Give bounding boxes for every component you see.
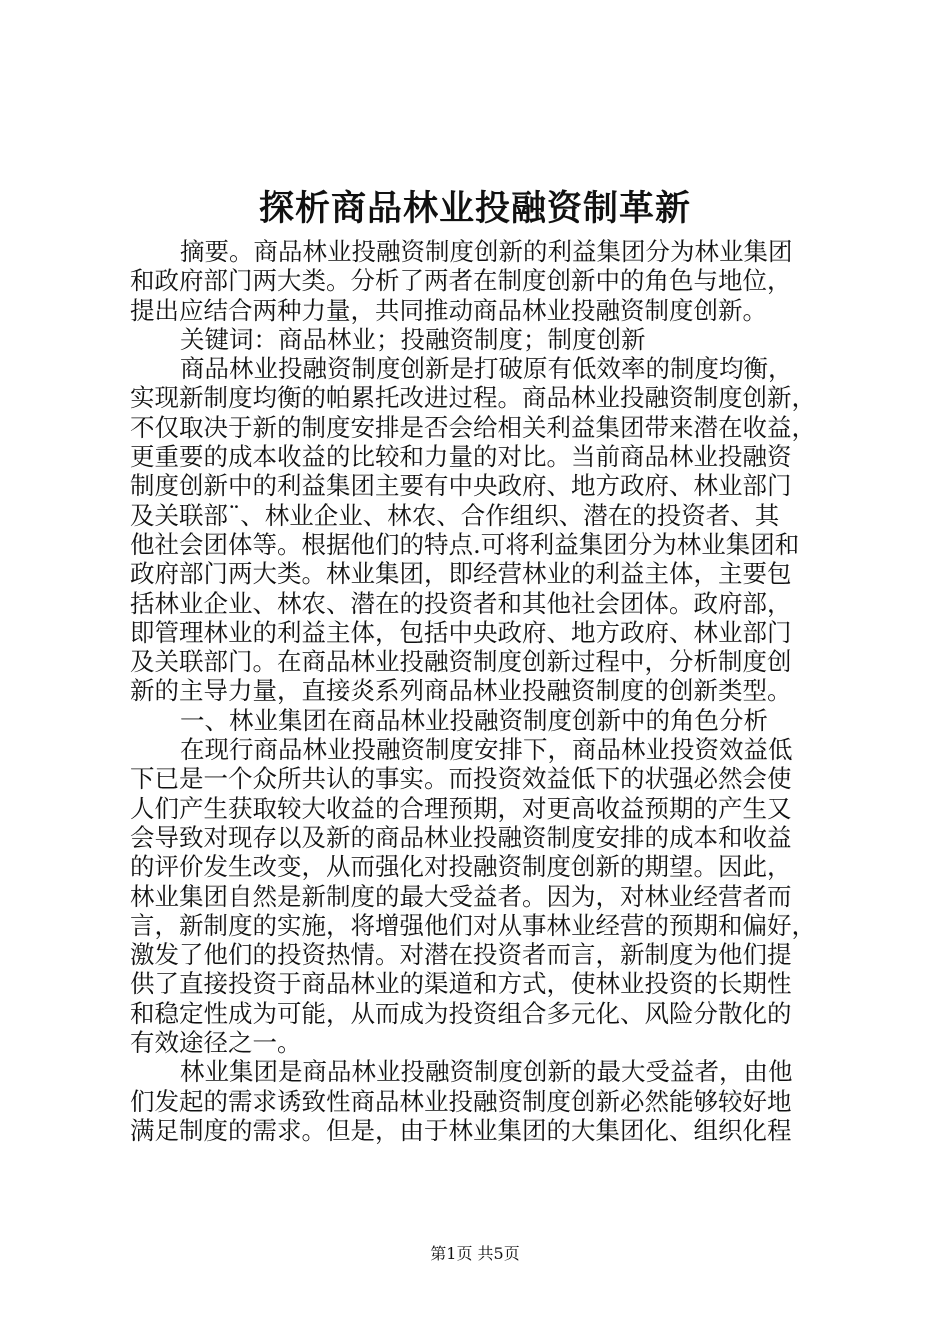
- text-line: 供了直接投资于商品林业的渠道和方式，使林业投资的长期性: [130, 969, 792, 999]
- text-line: 有效途径之一。: [130, 1028, 302, 1058]
- text-line: 他社会团体等。根据他们的特点.可将利益集团分为林业集团和: [130, 529, 800, 559]
- text-line: 关键词：商品林业；投融资制度；制度创新: [180, 324, 646, 354]
- text-line: 言，新制度的实施，将增强他们对从事林业经营的预期和偏好，: [130, 910, 816, 940]
- text-line: 林业集团是商品林业投融资制度创新的最大受益者，由他: [180, 1057, 793, 1087]
- text-line: 满足制度的需求。但是，由于林业集团的大集团化、组织化程: [130, 1115, 792, 1145]
- text-line: 会导致对现存以及新的商品林业投融资制度安排的成本和收益: [130, 822, 792, 852]
- text-line: 制度创新中的利益集团主要有中央政府、地方政府、林业部门: [130, 471, 792, 501]
- text-line: 及关联部门。在商品林业投融资制度创新过程中，分析制度创: [130, 647, 792, 677]
- text-line: 在现行商品林业投融资制度安排下，商品林业投资效益低: [180, 735, 793, 765]
- document-body: [130, 237, 830, 1145]
- text-line: 一、林业集团在商品林业投融资制度创新中的角色分析: [180, 705, 768, 735]
- text-line: 下已是一个众所共认的事实。而投资效益低下的状强必然会使: [130, 764, 792, 794]
- page-footer: 第1页 共5页: [430, 1244, 520, 1263]
- text-line: 林业集团自然是新制度的最大受益者。因为，对林业经营者而: [130, 881, 792, 911]
- text-line: 商品林业投融资制度创新是打破原有低效率的制度均衡，: [180, 354, 793, 384]
- text-line: 们发起的需求诱致性商品林业投融资制度创新必然能够较好地: [130, 1086, 792, 1116]
- text-line: 激发了他们的投资热情。对潜在投资者而言，新制度为他们提: [130, 940, 792, 970]
- document-title: 探析商品林业投融资制革新: [258, 188, 691, 229]
- text-line: 的评价发生改变，从而强化对投融资制度创新的期望。因此，: [130, 852, 792, 882]
- text-line: 实现新制度均衡的帕累托改进过程。商品林业投融资制度创新，: [130, 383, 816, 413]
- text-line: 人们产生获取较大收益的合理预期，对更高收益预期的产生又: [130, 793, 792, 823]
- text-line: 提出应结合两种力量，共同推动商品林业投融资制度创新。: [130, 295, 767, 325]
- text-line: 新的主导力量，直接炎系列商品林业投融资制度的创新类型。: [130, 676, 792, 706]
- text-line: 括林业企业、林农、潜在的投资者和其他社会团体。政府部，: [130, 588, 792, 618]
- text-line: 摘要。商品林业投融资制度创新的利益集团分为林业集团: [180, 237, 793, 266]
- text-line: 及关联部¨、林业企业、林农、合作组织、潜在的投资者、其: [130, 500, 780, 530]
- text-line: 和稳定性成为可能，从而成为投资组合多元化、风险分散化的: [130, 998, 792, 1028]
- text-line: 和政府部门两大类。分析了两者在制度创新中的角色与地位，: [130, 266, 792, 296]
- text-line: 即管理林业的利益主体，包括中央政府、地方政府、林业部门: [130, 617, 792, 647]
- text-line: 不仅取决于新的制度安排是否会给相关利益集团带来潜在收益，: [130, 412, 816, 442]
- text-line: 政府部门两大类。林业集团，即经营林业的利益主体，主要包: [130, 559, 792, 589]
- text-line: 更重要的成本收益的比较和力量的对比。当前商品林业投融资: [130, 442, 792, 472]
